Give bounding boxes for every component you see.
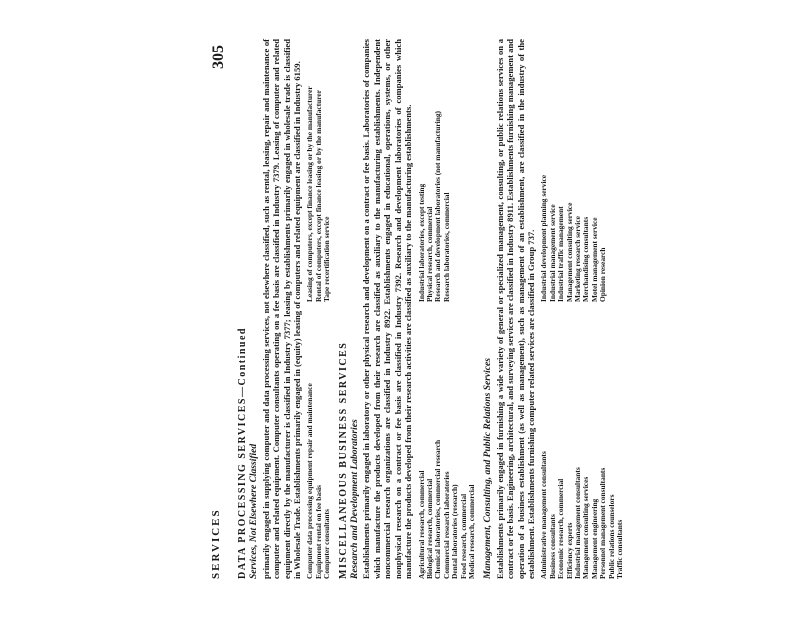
index-columns [418,39,477,579]
index-entry: Physical research, commercial [424,206,434,302]
section-paragraph: Establishments primarily engaged in laboratory or other physical research and development on a contract or fee basis. Laboratories of companies which manufacture the products developed from their research are classified as auxiliary to the manufacturing establishments. Independent noncommercial research organizations are classified in Industry 8922. Establishments engaged in educational, operations, systems, or other nonphysical research on a contract or fee basis are classified in Industry 7392. Research and development laboratories of companies which manufacture the products developed from their research activities are classified as auxiliary to the manufacturing establishments. [361,39,414,579]
section-subheading: Services, Not Elsewhere Classified [249,443,260,579]
index-entry: Research and development laboratories (not manufacturing) [433,111,443,302]
section [339,39,477,579]
section-subheading: Management, Consulting, and Public Relations Services [483,358,494,579]
index-entry: Motel management service [589,217,599,302]
index-column [306,39,331,302]
index-entry: Management consulting service [564,202,574,302]
index-entry: Personnel management consultants [598,467,608,579]
index-entry: Industrial development planning service [539,174,549,302]
rotated-sheet [200,39,625,579]
section-heading: MISCELLANEOUS BUSINESS SERVICES [337,341,349,579]
index-entry: Tape recertification service [322,216,332,302]
index-column [306,316,331,579]
index-entry: Leasing of computers, except finance leasing or by the manufacturer [305,86,315,302]
index-entry: Industrial traffic management [556,206,566,302]
running-head-title: SERVICES [210,508,222,579]
index-entry: Business consultants [547,514,557,579]
index-entry: Efficiency experts [564,522,574,579]
index-entry: Marketing research service [573,216,582,302]
index-entry: Medical research, commercial [466,484,476,579]
index-entry: Management consulting services [581,476,591,579]
index-entry: Food research, commercial [458,493,468,579]
index-entry: Administrative management consultants [539,451,549,579]
index-entry: Commercial research laboratories [441,471,451,579]
index-entry: Computer consultants [322,509,332,579]
index-column [418,39,477,302]
index-entry: Industrial management consultants [573,467,582,579]
index-entry: Chemical laboratories, commercial research [433,439,443,579]
index-entry: Rental of computers, except finance leasing or by the manufacturer [313,90,323,302]
index-column [540,316,624,579]
index-entry: Computer data processing equipment repair and maintenance [305,383,315,579]
index-entry: Merchandising consultants [581,216,591,302]
index-entry: Research laboratories, commercial [441,192,451,302]
index-columns [306,39,331,579]
section [483,39,624,579]
index-entry: Agricultural research, commercial [416,470,426,579]
section-paragraph: primarily engaged in supplying computer and data processing services, not elsewhere classified, such as rental, leasing, repair and maintenance of computer and related equipment. Computer consultants operating on a fee basis are classified in Industry 7379. Leasing of computer and related equipment directly by the manufacturer is classified in Industry 7377; leasing by establishments primarily engaged in wholesale trade is classified in Wholesale Trade. Establishments primarily engaged in (equity) leasing of computers and related equipment are classified in Industry 6159. [260,39,303,579]
index-entry: Economic research, commercial [556,478,566,579]
index-columns [540,39,624,579]
index-entry: Equipment rental on fee basis [313,485,323,579]
index-entry: Dental laboratories (research) [450,484,460,579]
page-number: 305 [210,45,227,69]
index-entry: Opinion research [598,247,608,302]
section-subheading: Research and Development Laboratories [350,419,361,579]
index-entry: Industrial management service [547,204,557,302]
index-entry: Industrial laboratories, except testing [416,183,426,302]
index-column [418,316,477,579]
section-paragraph: Establishments primarily engaged in furnishing a wide variety of general or specialized management, consulting, or public relations services on a contract or fee basis. Engineering, architectural, and surveying services are classified in Industry 8911. Establishments furnishing management and operation of a business establishment (as well as management), such as management of an establishment, are classified in the industry of the establishment. Establishments furnishing computer related services are classified in Group 737. [494,39,536,579]
section [238,39,332,579]
index-column [540,39,624,302]
index-entry: Traffic consultants [615,519,625,579]
index-entry: Management engineering [589,498,599,579]
index-entry: Biological research, commercial [424,478,434,579]
body-text [238,39,631,579]
index-entry: Public relations counselors [606,494,616,579]
section-heading: DATA PROCESSING SERVICES—Continued [237,327,248,579]
